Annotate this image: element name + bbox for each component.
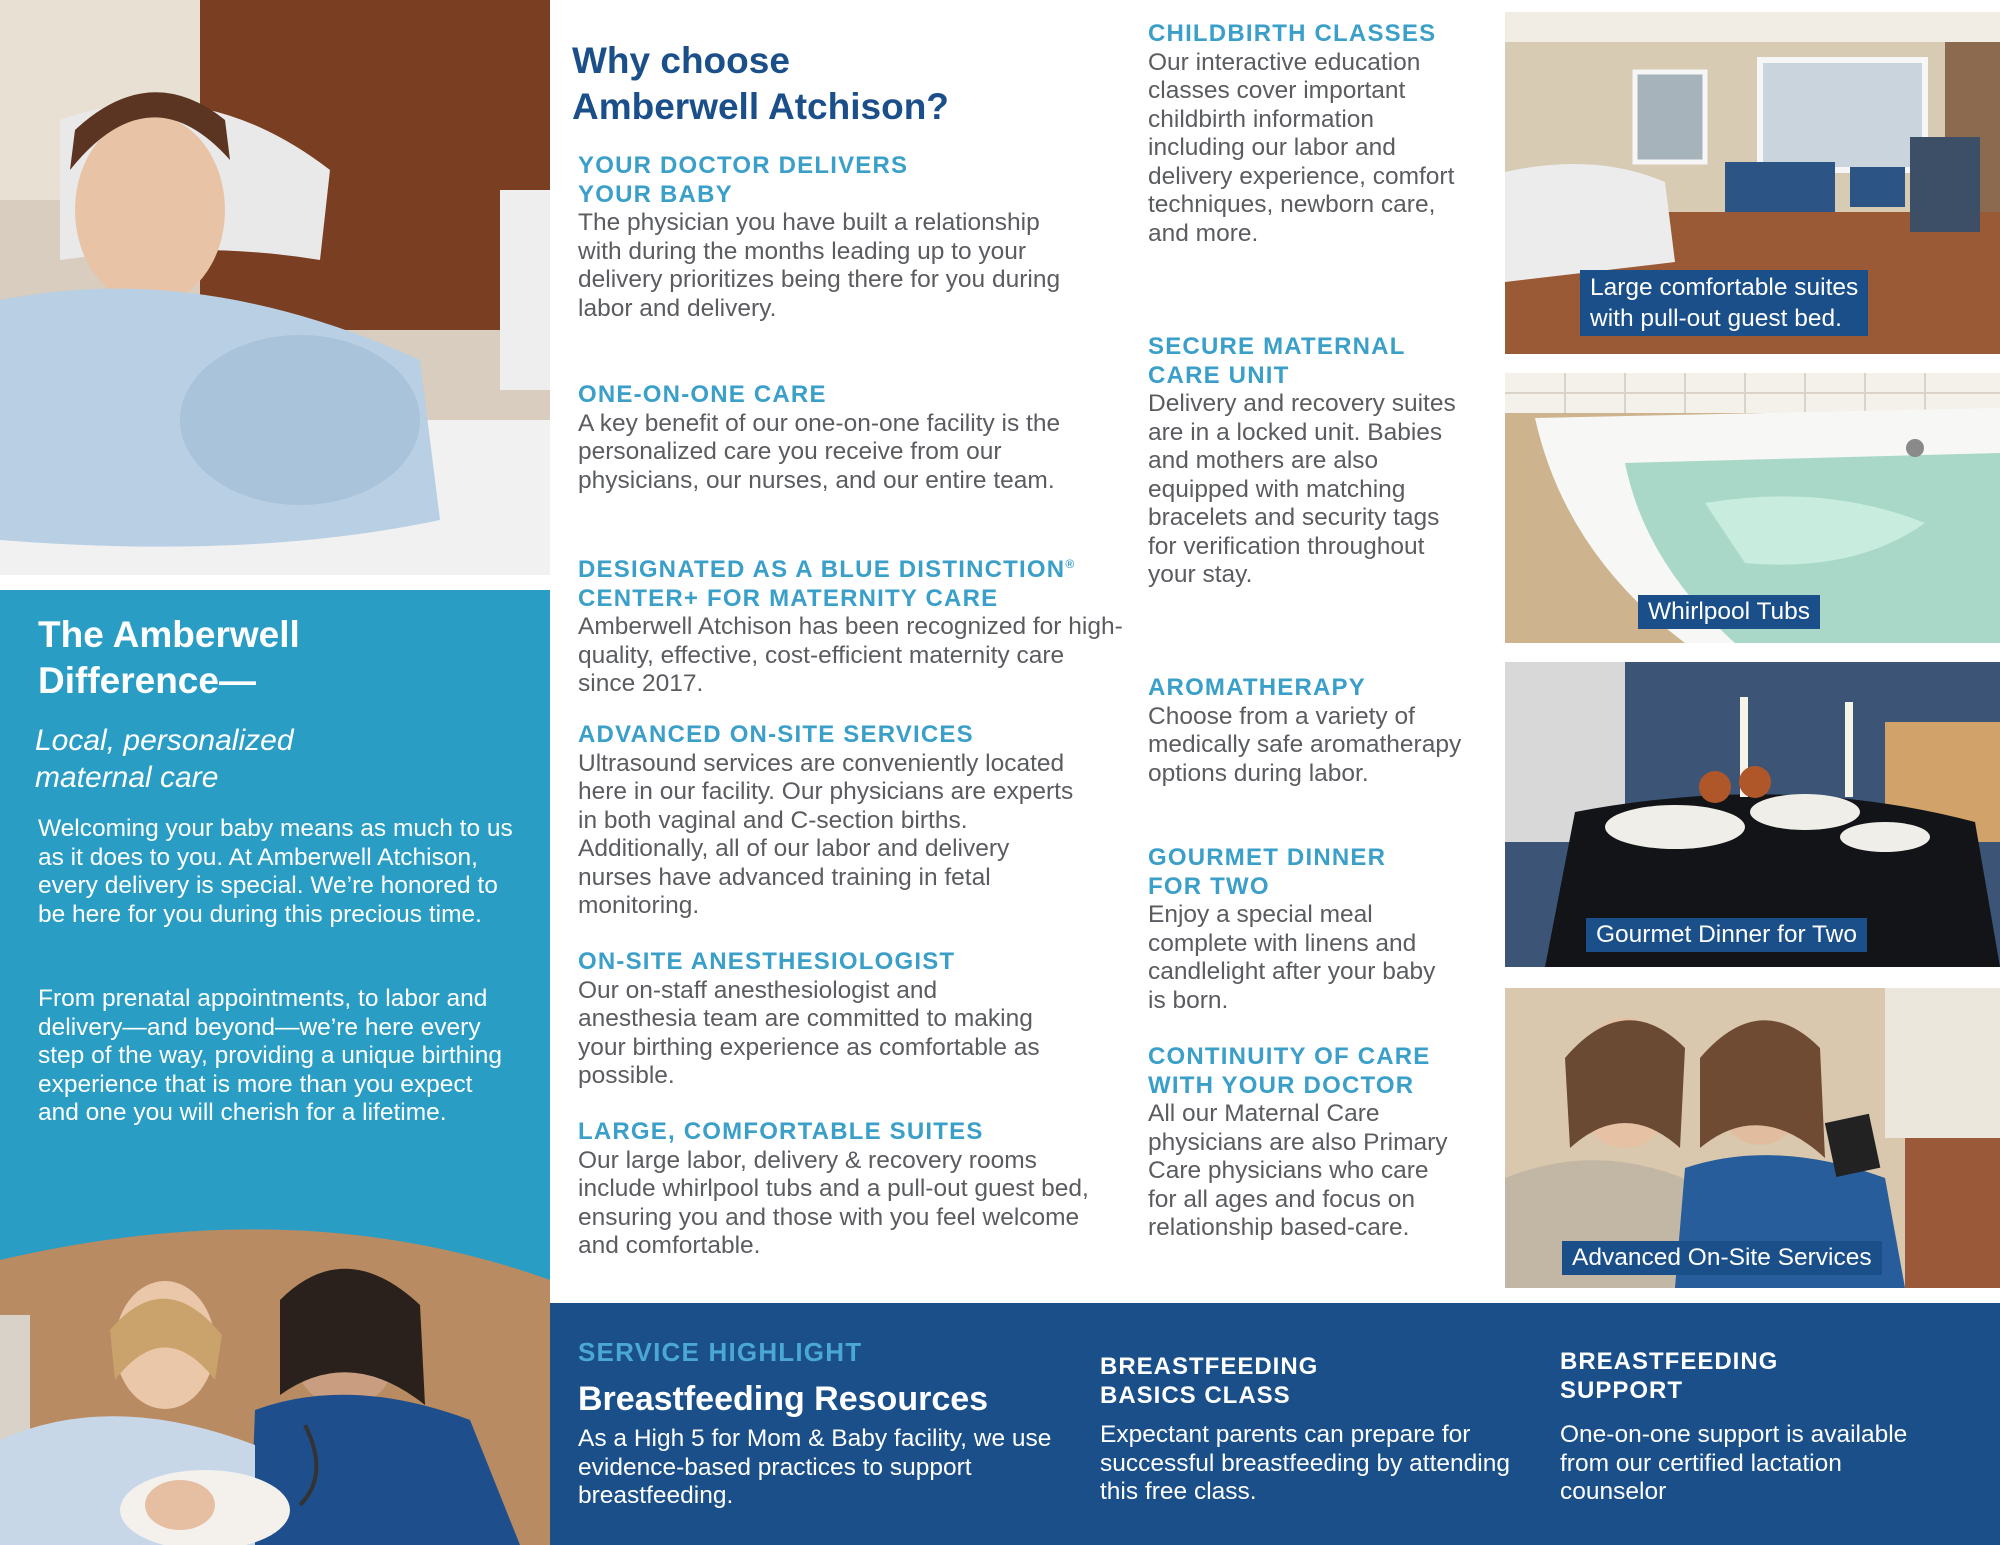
section-one-on-one	[578, 381, 1118, 495]
section-heading: DESIGNATED AS A BLUE DISTINCTION® CENTER+ FOR MATERNITY CARE	[578, 556, 1075, 612]
why-choose-title: Why choose Amberwell Atchison?	[572, 40, 949, 127]
difference-title: The Amberwell Difference—	[38, 614, 300, 701]
section-heading: CONTINUITY OF CARE WITH YOUR DOCTOR	[1148, 1043, 1431, 1099]
section-body: Our on-staff anesthesiologist and anesthesia team are committed to making your birthing experience as comfortable as possible.	[578, 976, 1040, 1089]
section-body: The physician you have built a relationship with during the months leading up to your delivery prioritizes being there for you during labor and delivery.	[578, 209, 1061, 322]
breastfeeding-resources-text: As a High 5 for Mom & Baby facility, we use evidence-based practices to support breastfeeding.	[578, 1425, 1052, 1509]
section-secure-unit	[1148, 333, 1478, 590]
section-your-doctor	[578, 152, 1118, 323]
section-body: Enjoy a special meal complete with linens and candlelight after your baby is born.	[1148, 901, 1436, 1014]
section-heading: LARGE, COMFORTABLE SUITES	[578, 1118, 984, 1145]
mother-in-hospital-bed-photo	[0, 0, 550, 575]
section-aromatherapy	[1148, 674, 1478, 788]
section-heading: YOUR DOCTOR DELIVERS YOUR BABY	[578, 152, 909, 208]
difference-subtitle: Local, personalized maternal care	[35, 724, 294, 794]
section-body: A key benefit of our one-on-one facility is the personalized care you receive from our physicians, our nurses, and our entire team.	[578, 409, 1061, 494]
section-advanced-services	[578, 721, 1118, 921]
section-continuity	[1148, 1043, 1478, 1243]
section-blue-distinction	[578, 550, 1123, 699]
section-large-suites	[578, 1118, 1118, 1261]
section-heading: ONE-ON-ONE CARE	[578, 381, 827, 408]
breastfeeding-resources-title: Breastfeeding Resources	[578, 1380, 989, 1418]
section-heading: SECURE MATERNAL CARE UNIT	[1148, 333, 1406, 389]
section-heading: GOURMET DINNER FOR TWO	[1148, 844, 1387, 900]
service-highlight-label: SERVICE HIGHLIGHT	[578, 1337, 863, 1367]
support-text: One-on-one support is available from our certified lactation counselor	[1560, 1421, 1908, 1505]
support-heading: BREASTFEEDING SUPPORT	[1560, 1348, 1779, 1404]
section-heading: ADVANCED ON-SITE SERVICES	[578, 721, 974, 748]
dinner-caption: Gourmet Dinner for Two	[1586, 918, 1867, 952]
section-heading: AROMATHERAPY	[1148, 674, 1366, 701]
section-childbirth-classes	[1148, 20, 1478, 248]
section-body: Our interactive education classes cover important childbirth information including our labor and delivery experience, comfort techniques, newborn care, and more.	[1148, 48, 1455, 247]
section-anesthesiologist	[578, 948, 1118, 1091]
services-caption: Advanced On-Site Services	[1562, 1241, 1882, 1275]
section-body: Ultrasound services are conveniently located here in our facility. Our physicians are experts in both vaginal and C-section births. Additionally, all of our labor and delivery nurses have advanced training in fetal monitoring.	[578, 749, 1074, 919]
difference-paragraph-2: From prenatal appointments, to labor and delivery—and beyond—we’re here every step of the way, providing a unique birthing experience that is more than you expect and one you will cherish for a lifetime.	[38, 985, 502, 1126]
section-body: Delivery and recovery suites are in a locked unit. Babies and mothers are also equipped with matching bracelets and security tags for verification throughout your stay.	[1148, 390, 1456, 588]
section-heading: CHILDBIRTH CLASSES	[1148, 20, 1437, 47]
section-heading: ON-SITE ANESTHESIOLOGIST	[578, 948, 956, 975]
section-body: Our large labor, delivery & recovery rooms include whirlpool tubs and a pull-out guest bed, ensuring you and those with you feel welcome and comfortable.	[578, 1146, 1089, 1259]
basics-class-text: Expectant parents can prepare for successful breastfeeding by attending this free class.	[1100, 1421, 1510, 1505]
basics-class-heading: BREASTFEEDING BASICS CLASS	[1100, 1353, 1319, 1409]
section-body: All our Maternal Care physicians are also Primary Care physicians who care for all ages and focus on relationship based-care.	[1148, 1100, 1448, 1241]
section-body: Choose from a variety of medically safe aromatherapy options during labor.	[1148, 702, 1462, 787]
section-body: Amberwell Atchison has been recognized for high-quality, effective, cost-efficient maternity care since 2017.	[578, 613, 1123, 697]
nurse-with-newborn-photo-overlay	[0, 1205, 550, 1545]
difference-paragraph-1: Welcoming your baby means as much to us as it does to you. At Amberwell Atchison, every delivery is special. We’re honored to be here for you during this precious time.	[38, 815, 513, 928]
tub-caption: Whirlpool Tubs	[1638, 595, 1820, 629]
suite-caption: Large comfortable suites with pull-out guest bed.	[1580, 270, 1868, 336]
section-gourmet-dinner	[1148, 844, 1478, 1015]
